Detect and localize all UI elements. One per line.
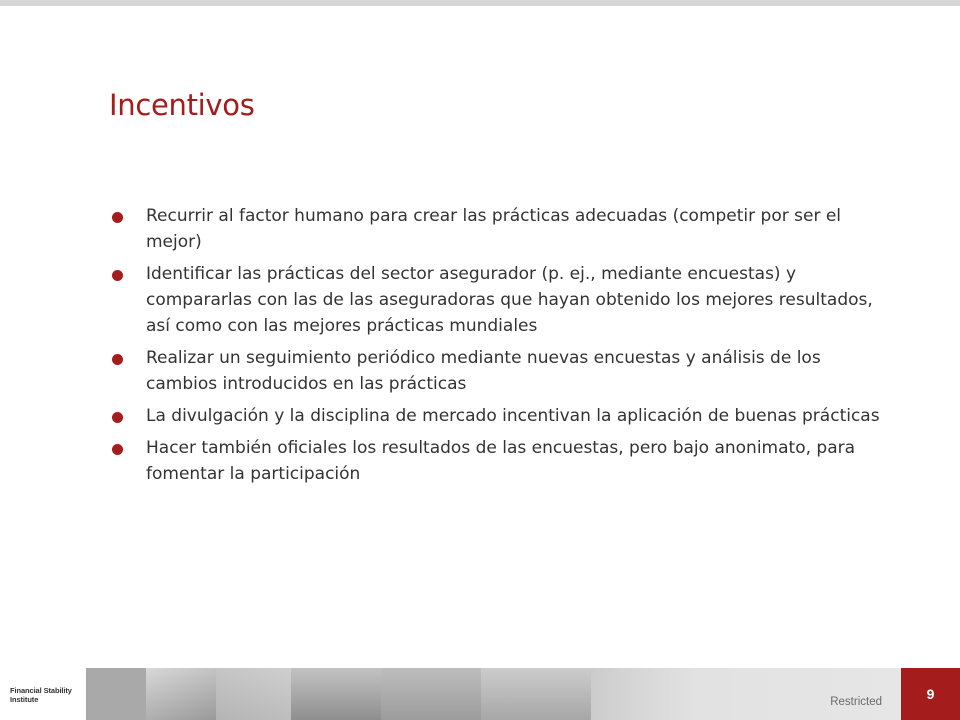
bullet-item bbox=[110, 435, 885, 487]
bullet-list bbox=[110, 203, 885, 493]
top-border bbox=[0, 0, 960, 6]
bullet-text: Identificar las prácticas del sector asegurador (p. ej., mediante encuestas) y compararlas con las de las aseguradoras que hayan obtenido los mejores resultados, así como con las mejores prácticas mundiales bbox=[146, 264, 873, 336]
bullet-dot-icon bbox=[112, 270, 123, 281]
photo-panel bbox=[216, 668, 291, 720]
logo-text: Financial Stability Institute bbox=[10, 686, 72, 704]
bullet-dot-icon bbox=[112, 354, 123, 365]
bullet-item bbox=[110, 345, 885, 397]
photo-panel bbox=[146, 668, 216, 720]
footer bbox=[0, 668, 960, 720]
bullet-dot-icon bbox=[112, 444, 123, 455]
bullet-item bbox=[110, 403, 885, 429]
page-number-box bbox=[901, 668, 960, 720]
photo-panel bbox=[86, 668, 146, 720]
bullet-dot-icon bbox=[112, 212, 123, 223]
slide-title: Incentivos bbox=[109, 88, 255, 122]
footer-photo-strip bbox=[86, 668, 901, 720]
bullet-item bbox=[110, 203, 885, 255]
bullet-dot-icon bbox=[112, 412, 123, 423]
fsi-logo bbox=[0, 668, 86, 720]
bullet-text: Recurrir al factor humano para crear las prácticas adecuadas (competir por ser el mejor) bbox=[146, 206, 842, 252]
photo-panel bbox=[381, 668, 481, 720]
bullet-item bbox=[110, 261, 885, 339]
classification-label: Restricted bbox=[830, 696, 882, 708]
photo-panel bbox=[291, 668, 381, 720]
photo-panel bbox=[481, 668, 591, 720]
page-number: 9 bbox=[926, 686, 935, 702]
bullet-text: La divulgación y la disciplina de mercado incentivan la aplicación de buenas prácticas bbox=[146, 406, 880, 426]
bullet-text: Realizar un seguimiento periódico mediante nuevas encuestas y análisis de los cambios introducidos en las prácticas bbox=[146, 348, 821, 394]
bullet-text: Hacer también oficiales los resultados de las encuestas, pero bajo anonimato, para fomentar la participación bbox=[146, 438, 856, 484]
